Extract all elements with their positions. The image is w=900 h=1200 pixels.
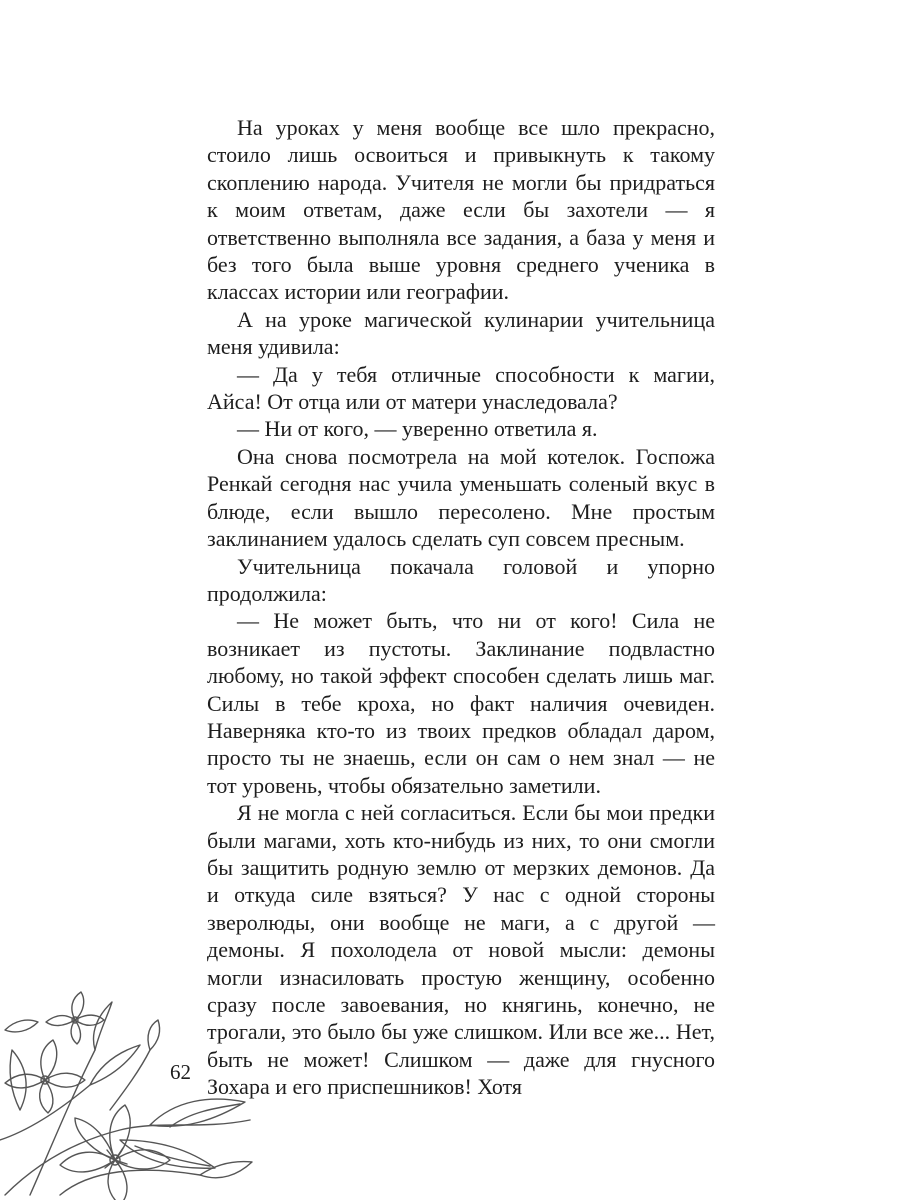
body-text [207,114,715,1101]
page-number: 62 [170,1060,191,1084]
paragraph: Учительница покачала головой и упорно продолжила: [207,553,715,606]
paragraph: Я не могла с ней согласиться. Если бы мои предки были магами, хоть кто-нибудь из них, то они смогли бы защитить родную землю от мерзких демонов. Да и откуда силе взяться? У нас с одной стороны зверолюды, они вообще не маги, а с другой — демоны. Я похолодела от новой мысли: демоны могли изнасиловать простую женщину, особенно сразу после завоевания, но княгинь, конечно, не трогали, это было бы уже слишком. Или все же... Нет, быть не может! Слишком — даже для гнусного Зохара и его приспешников! Хотя [207,800,715,1100]
paragraph: — Не может быть, что ни от кого! Сила не возникает из пустоты. Заклинание подвластно любому, но такой эффект способен сделать лишь маг. Силы в тебе кроха, но факт наличия очевиден. Наверняка кто-то из твоих предков обладал даром, просто ты не знаешь, если он сам о нем знал — не тот уровень, чтобы обязательно заметили. [207,608,715,798]
paragraph: — Ни от кого, — уверенно ответила я. [237,416,598,442]
paragraph: На уроках у меня вообще все шло прекрасно, стоило лишь освоиться и привыкнуть к такому скоплению народа. Учителя не могли бы придраться к моим ответам, даже если бы захотели — я ответственно выполняла все задания, а база у меня и без того была выше уровня среднего ученика в классах истории или географии. [207,115,715,305]
paragraph: — Да у тебя отличные способности к магии, Айса! От отца или от матери унаследовала? [207,361,715,415]
floral-ornament-icon [0,990,260,1200]
paragraph: Она снова посмотрела на мой котелок. Госпожа Ренкай сегодня нас учила уменьшать соленый вкус в блюде, если вышло пересолено. Мне простым заклинанием удалось сделать суп совсем пресным. [207,443,715,552]
paragraph: А на уроке магической кулинарии учительница меня удивила: [207,306,715,360]
